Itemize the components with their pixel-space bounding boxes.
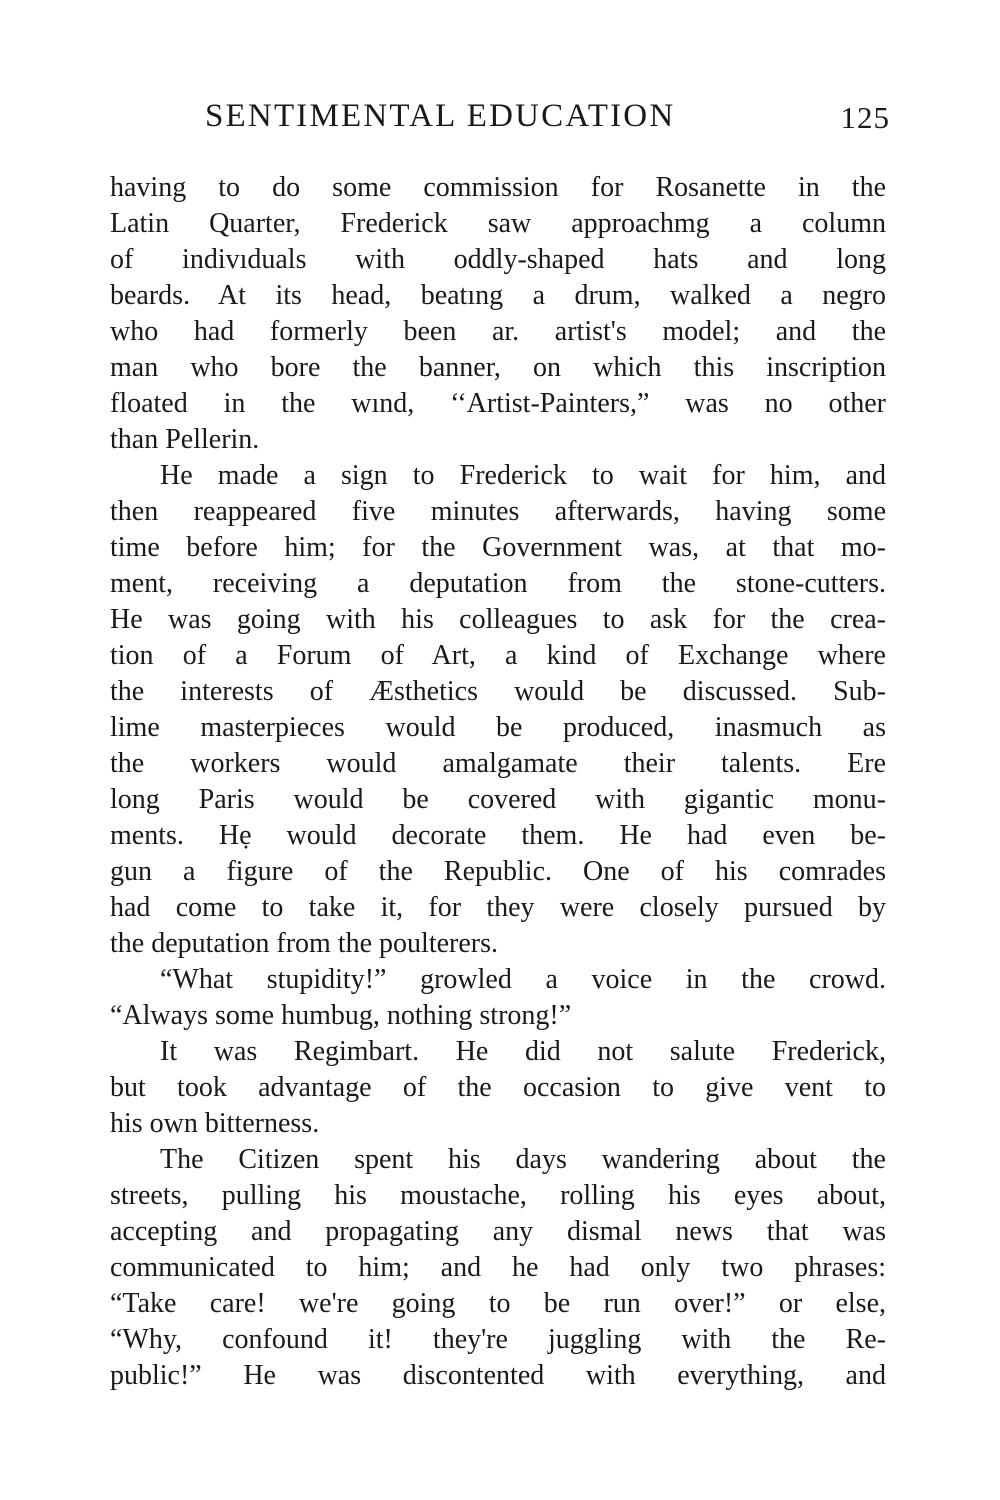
text-line: “Why, confound it! they're juggling with the Re- <box>110 1324 886 1355</box>
text-line: accepting and propagating any dismal news that was <box>110 1216 886 1247</box>
text-line: his own bitterness. <box>110 1108 320 1139</box>
text-line: the interests of Æsthetics would be discussed. Sub- <box>110 676 886 707</box>
text-line: the deputation from the poulterers. <box>110 928 498 959</box>
text-line: lime masterpieces would be produced, inasmuch as <box>110 712 886 743</box>
text-line: He was going with his colleagues to ask for the crea- <box>110 604 886 635</box>
text-line: It was Regimbart. He did not salute Frederick, <box>160 1036 886 1067</box>
text-line: then reappeared five minutes afterwards, having some <box>110 496 886 527</box>
text-line: public!” He was discontented with everything, and <box>110 1360 886 1391</box>
text-line: Latin Quarter, Frederick saw approachmg a column <box>110 208 886 239</box>
text-line: who had formerly been ar. artist's model; and the <box>110 316 886 347</box>
text-line: having to do some commission for Rosanette in the <box>110 172 886 203</box>
text-line: than Pellerin. <box>110 424 260 455</box>
text-line: had come to take it, for they were closely pursued by <box>110 892 886 923</box>
text-line: of indivıduals with oddly-shaped hats and long <box>110 244 886 275</box>
text-line: ment, receiving a deputation from the stone-cutters. <box>110 568 886 599</box>
text-line: tion of a Forum of Art, a kind of Exchange where <box>110 640 886 671</box>
text-line: He made a sign to Frederick to wait for him, and <box>160 460 886 491</box>
text-line: streets, pulling his moustache, rolling his eyes about, <box>110 1180 886 1211</box>
running-title: SENTIMENTAL EDUCATION <box>205 98 676 134</box>
body-text <box>110 170 886 1394</box>
text-line: long Paris would be covered with gigantic monu- <box>110 784 886 815</box>
text-line: The Citizen spent his days wandering about the <box>160 1144 886 1175</box>
text-line: floated in the wınd, ‘‘Artist-Painters,” was no other <box>110 388 886 419</box>
text-line: beards. At its head, beatıng a drum, walked a negro <box>110 280 886 311</box>
text-line: gun a figure of the Republic. One of his comrades <box>110 856 886 887</box>
text-line: communicated to him; and he had only two phrases: <box>110 1252 886 1283</box>
text-line: “Always some humbug, nothing strong!” <box>110 1000 572 1031</box>
text-line: “What stupidity!” growled a voice in the crowd. <box>160 964 886 995</box>
text-line: the workers would amalgamate their talents. Ere <box>110 748 886 779</box>
text-line: ments. Hẹ would decorate them. He had even be- <box>110 820 886 851</box>
text-line: time before him; for the Government was, at that mo- <box>110 532 886 563</box>
running-head <box>110 98 890 142</box>
text-line: “Take care! we're going to be run over!” or else, <box>110 1288 886 1319</box>
text-line: but took advantage of the occasion to give vent to <box>110 1072 886 1103</box>
page-number: 125 <box>840 100 890 135</box>
text-line: man who bore the banner, on which this inscription <box>110 352 886 383</box>
